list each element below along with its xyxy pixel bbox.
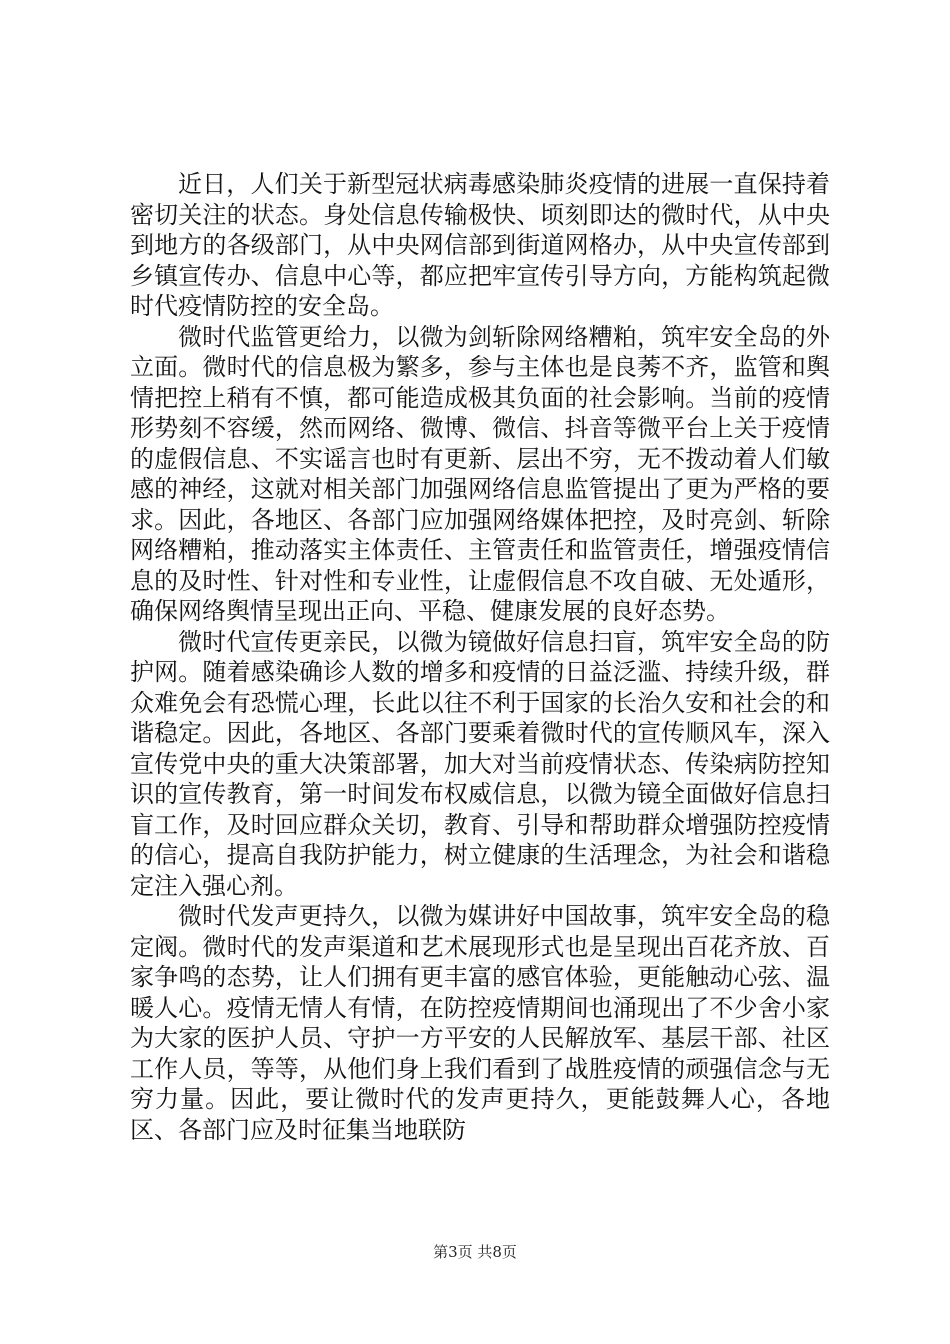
paragraph-intro: 近日，人们关于新型冠状病毒感染肺炎疫情的进展一直保持着密切关注的状态。身处信息传输极快、顷刻即达的微时代，从中央到地方的各级部门，从中央网信部到街道网格办，从中央宣传部到乡镇宣传办、信息中心等，都应把牢宣传引导方向，方能构筑起微时代疫情防控的安全岛。 xyxy=(130,170,830,320)
paragraph-supervision: 微时代监管更给力，以微为剑斩除网络糟粕，筑牢安全岛的外立面。微时代的信息极为繁多，参与主体也是良莠不齐，监管和舆情把控上稍有不慎，都可能造成极其负面的社会影响。当前的疫情形势刻不容缓，然而网络、微博、微信、抖音等微平台上关于疫情的虚假信息、不实谣言也时有更新、层出不穷，无不拨动着人们敏感的神经，这就对相关部门加强网络信息监管提出了更为严格的要求。因此，各地区、各部门应加强网络媒体把控，及时亮剑、斩除网络糟粕，推动落实主体责任、主管责任和监管责任，增强疫情信息的及时性、针对性和专业性，让虚假信息不攻自破、无处遁形，确保网络舆情呈现出正向、平稳、健康发展的良好态势。 xyxy=(130,322,830,625)
page-number-footer: 第3页 共8页 xyxy=(433,1243,517,1261)
paragraph-voice: 微时代发声更持久，以微为媒讲好中国故事，筑牢安全岛的稳定阀。微时代的发声渠道和艺术展现形式也是呈现出百花齐放、百家争鸣的态势，让人们拥有更丰富的感官体验，更能触动心弦、温暖人心。疫情无情人有情，在防控疫情期间也涌现出了不少舍小家为大家的医护人员、守护一方平安的人民解放军、基层干部、社区工作人员，等等，从他们身上我们看到了战胜疫情的顽强信念与无穷力量。因此，要让微时代的发声更持久，更能鼓舞人心，各地区、各部门应及时征集当地联防 xyxy=(130,902,830,1144)
document-body xyxy=(130,169,830,1145)
paragraph-publicity: 微时代宣传更亲民，以微为镜做好信息扫盲，筑牢安全岛的防护网。随着感染确诊人数的增多和疫情的日益泛滥、持续升级，群众难免会有恐慌心理，长此以往不利于国家的长治久安和社会的和谐稳定。因此，各地区、各部门要乘着微时代的宣传顺风车，深入宣传党中央的重大决策部署，加大对当前疫情状态、传染病防控知识的宣传教育，第一时间发布权威信息，以微为镜全面做好信息扫盲工作，及时回应群众关切，教育、引导和帮助群众增强防控疫情的信心，提高自我防护能力，树立健康的生活理念，为社会和谐稳定注入强心剂。 xyxy=(130,627,830,900)
